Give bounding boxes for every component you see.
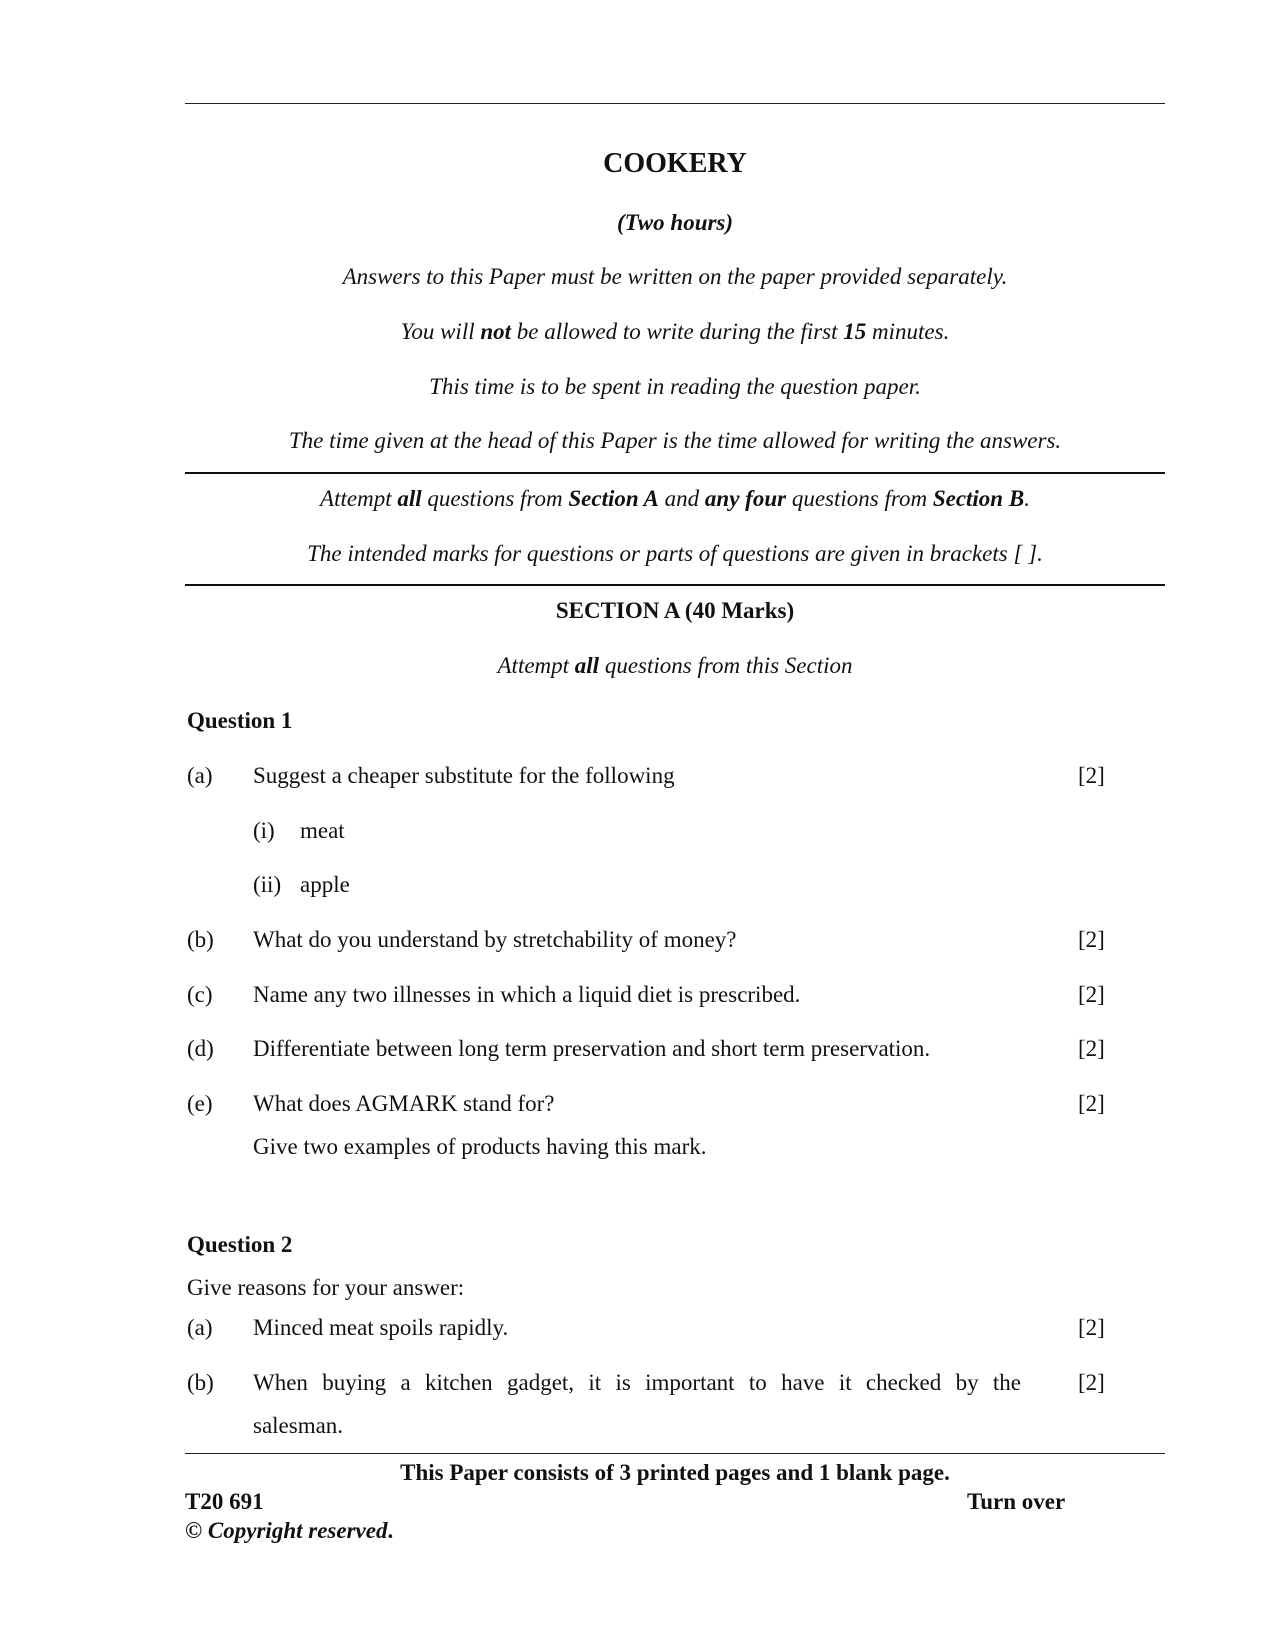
rule-before-attempt xyxy=(185,472,1165,474)
instruction-reading-purpose: This time is to be spent in reading the question paper. xyxy=(429,374,921,399)
instruction-time-given: The time given at the head of this Paper is the time allowed for writing the answers. xyxy=(288,428,1062,453)
q1-a-i-text: meat xyxy=(300,818,345,843)
section-a-instruction: Attempt all questions from this Section xyxy=(497,653,853,678)
q1-b-text: What do you understand by stretchability of money? xyxy=(253,927,737,952)
q2-a-label: (a) xyxy=(187,1315,213,1340)
q2-b-label: (b) xyxy=(187,1370,214,1395)
q1-d-text: Differentiate between long term preservation and short term preservation. xyxy=(253,1036,931,1061)
footer-rule xyxy=(185,1453,1165,1454)
instruction-marks-brackets: The intended marks for questions or parts of questions are given in brackets [ ]. xyxy=(307,541,1043,566)
q1-d-label: (d) xyxy=(187,1036,214,1061)
turn-over: Turn over xyxy=(967,1489,1066,1514)
question-1-heading: Question 1 xyxy=(187,708,293,733)
instruction-reading-time: You will not be allowed to write during the first 15 minutes. xyxy=(400,319,950,344)
rule-before-section-a xyxy=(185,584,1165,586)
q1-e-text-line2: Give two examples of products having this mark. xyxy=(253,1134,707,1159)
copyright: © Copyright reserved. xyxy=(185,1518,394,1543)
q1-c-label: (c) xyxy=(187,982,213,1007)
q2-a-text: Minced meat spoils rapidly. xyxy=(253,1315,509,1340)
q1-a-marks: [2] xyxy=(1078,763,1105,788)
paper-code: T20 691 xyxy=(185,1489,264,1514)
q1-b-label: (b) xyxy=(187,927,214,952)
q1-e-marks: [2] xyxy=(1078,1091,1105,1116)
paper-duration: (Two hours) xyxy=(616,210,734,235)
question-2-heading: Question 2 xyxy=(187,1232,293,1257)
instruction-attempt: Attempt all questions from Section A and any four questions from Section B. xyxy=(320,486,1030,511)
q1-a-ii-text: apple xyxy=(300,872,350,897)
q1-a-ii-label: (ii) xyxy=(253,872,282,897)
q2-b-marks: [2] xyxy=(1078,1370,1105,1395)
section-a-heading: SECTION A (40 Marks) xyxy=(555,598,795,623)
q1-c-text: Name any two illnesses in which a liquid diet is prescribed. xyxy=(253,982,801,1007)
q1-a-text: Suggest a cheaper substitute for the following xyxy=(253,763,675,788)
q1-e-text: What does AGMARK stand for? xyxy=(253,1091,555,1116)
q1-c-marks: [2] xyxy=(1078,982,1105,1007)
q2-b-text-line2: salesman. xyxy=(253,1413,344,1438)
q1-b-marks: [2] xyxy=(1078,927,1105,952)
q2-intro: Give reasons for your answer: xyxy=(187,1275,465,1300)
q2-a-marks: [2] xyxy=(1078,1315,1105,1340)
top-rule xyxy=(185,103,1165,104)
q1-a-i-label: (i) xyxy=(253,818,275,843)
footer-pages-note: This Paper consists of 3 printed pages and 1 blank page. xyxy=(400,1460,950,1485)
q1-e-label: (e) xyxy=(187,1091,213,1116)
q1-a-label: (a) xyxy=(187,763,213,788)
paper-title: COOKERY xyxy=(603,148,747,179)
instruction-answers: Answers to this Paper must be written on the paper provided separately. xyxy=(342,264,1008,289)
q1-d-marks: [2] xyxy=(1078,1036,1105,1061)
q2-b-text: When buying a kitchen gadget, it is important to have it checked by the xyxy=(253,1370,1021,1395)
